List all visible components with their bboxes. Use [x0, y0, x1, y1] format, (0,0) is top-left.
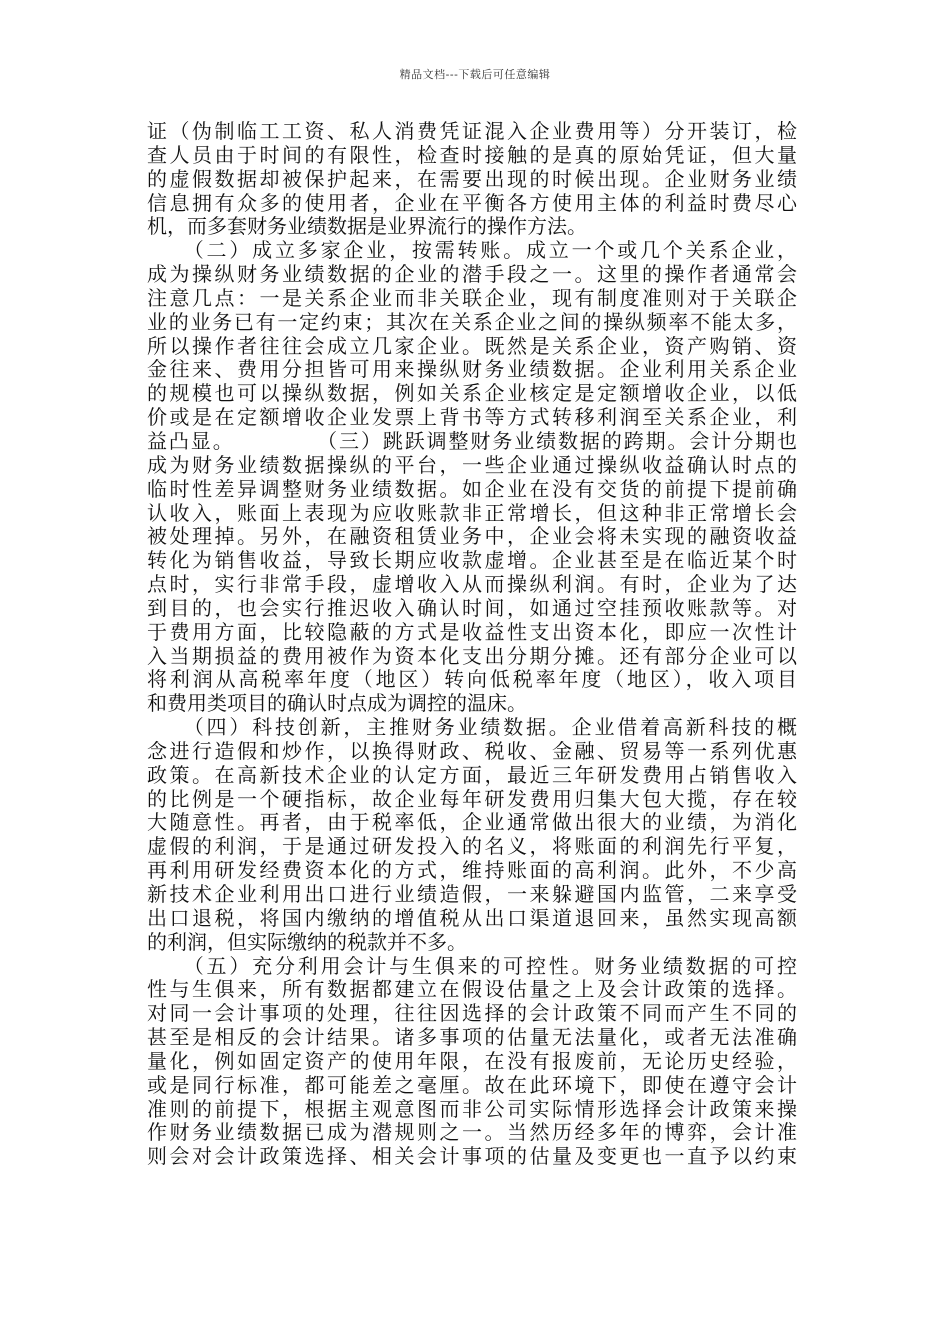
text-line: 性与生俱来，所有数据都建立在假设估量之上及会计政策的选择。: [147, 977, 797, 1002]
text-line: 被处理掉。另外，在融资租赁业务中，企业会将未实现的融资收益: [147, 524, 797, 549]
text-line: 临时性差异调整财务业绩数据。如企业在没有交货的前提下提前确: [147, 476, 797, 501]
text-line: （四）科技创新，主推财务业绩数据。企业借着高新科技的概: [147, 715, 797, 740]
text-line: 查人员由于时间的有限性，检查时接触的是真的原始凭证，但大量: [147, 142, 797, 167]
text-line: （五）充分利用会计与生俱来的可控性。财务业绩数据的可控: [147, 953, 797, 978]
text-line: 作财务业绩数据已成为潜规则之一。当然历经多年的博弈，会计准: [147, 1120, 797, 1145]
document-body: [147, 120, 797, 1169]
text-line: 的虚假数据却被保护起来，在需要出现的时候出现。企业财务业绩: [147, 166, 797, 191]
text-line: （二）成立多家企业，按需转账。成立一个或几个关系企业，: [147, 238, 797, 263]
text-line: 和费用类项目的确认时点成为调控的温床。: [147, 691, 527, 716]
text-line: 准则的前提下，根据主观意图而非公司实际情形选择会计政策来操: [147, 1096, 797, 1121]
text-line: 出口退税，将国内缴纳的增值税从出口渠道退回来，虽然实现高额: [147, 905, 797, 930]
text-line: 益凸显。 （三）跳跃调整财务业绩数据的跨期。会计分期也: [147, 428, 797, 453]
text-line: 念进行造假和炒作，以换得财政、税收、金融、贸易等一系列优惠: [147, 738, 797, 763]
text-line: 的比例是一个硬指标，故企业每年研发费用归集大包大揽，存在较: [147, 786, 797, 811]
text-line: 量化，例如固定资产的使用年限，在没有报废前，无论历史经验，: [147, 1048, 797, 1073]
text-line: 点时，实行非常手段，虚增收入从而操纵利润。有时，企业为了达: [147, 572, 797, 597]
text-line: 成为操纵财务业绩数据的企业的潜手段之一。这里的操作者通常会: [147, 262, 797, 287]
text-line: 认收入，账面上表现为应收账款非正常增长，但这种非正常增长会: [147, 500, 797, 525]
text-line: 大随意性。再者，由于税率低，企业通常做出很大的业绩，为消化: [147, 810, 797, 835]
text-line: 价或是在定额增收企业发票上背书等方式转移利润至关系企业，利: [147, 405, 797, 430]
text-line: 业的业务已有一定约束；其次在关系企业之间的操纵频率不能太多，: [147, 309, 797, 334]
text-line: 注意几点：一是关系企业而非关联企业，现有制度准则对于关联企: [147, 285, 797, 310]
text-line: 的规模也可以操纵数据，例如关系企业核定是定额增收企业，以低: [147, 381, 797, 406]
text-line: 则会对会计政策选择、相关会计事项的估量及变更也一直予以约束: [147, 1144, 797, 1169]
page-header: 精品文档---下载后可任意编辑: [399, 68, 551, 81]
text-line: 成为财务业绩数据操纵的平台，一些企业通过操纵收益确认时点的: [147, 452, 797, 477]
text-line: 于费用方面，比较隐蔽的方式是收益性支出资本化，即应一次性计: [147, 619, 797, 644]
text-line: 证（伪制临工工资、私人消费凭证混入企业费用等）分开装订，检: [147, 119, 797, 143]
text-line: 或是同行标准，都可能差之毫厘。故在此环境下，即使在遵守会计: [147, 1072, 797, 1097]
text-line: 虚假的利润，于是通过研发投入的名义，将账面的利润先行平复，: [147, 834, 797, 859]
text-line: 对同一会计事项的处理，往往因选择的会计政策不同而产生不同的: [147, 1001, 797, 1026]
text-line: 再利用研发经费资本化的方式，维持账面的高利润。此外，不少高: [147, 858, 797, 883]
text-line: 甚至是相反的会计结果。诸多事项的估量无法量化，或者无法准确: [147, 1025, 797, 1050]
text-line: 将利润从高税率年度（地区）转向低税率年度（地区），收入项目: [147, 667, 797, 692]
text-line: 所以操作者往往会成立几家企业。既然是关系企业，资产购销、资: [147, 333, 797, 358]
text-line: 转化为销售收益，导致长期应收款虚增。企业甚至是在临近某个时: [147, 548, 797, 573]
text-line: 信息拥有众多的使用者，企业在平衡各方使用主体的利益时费尽心: [147, 190, 797, 215]
text-line: 入当期损益的费用被作为资本化支出分期分摊。还有部分企业可以: [147, 643, 797, 668]
text-line: 机，而多套财务业绩数据是业界流行的操作方法。: [147, 214, 587, 239]
text-line: 的利润，但实际缴纳的税款并不多。: [147, 929, 467, 954]
text-line: 政策。在高新技术企业的认定方面，最近三年研发费用占销售收入: [147, 762, 797, 787]
text-line: 到目的，也会实行推迟收入确认时间，如通过空挂预收账款等。对: [147, 595, 797, 620]
text-line: 金往来、费用分担皆可用来操纵财务业绩数据。企业利用关系企业: [147, 357, 797, 382]
text-line: 新技术企业利用出口进行业绩造假，一来躲避国内监管，二来享受: [147, 882, 797, 906]
